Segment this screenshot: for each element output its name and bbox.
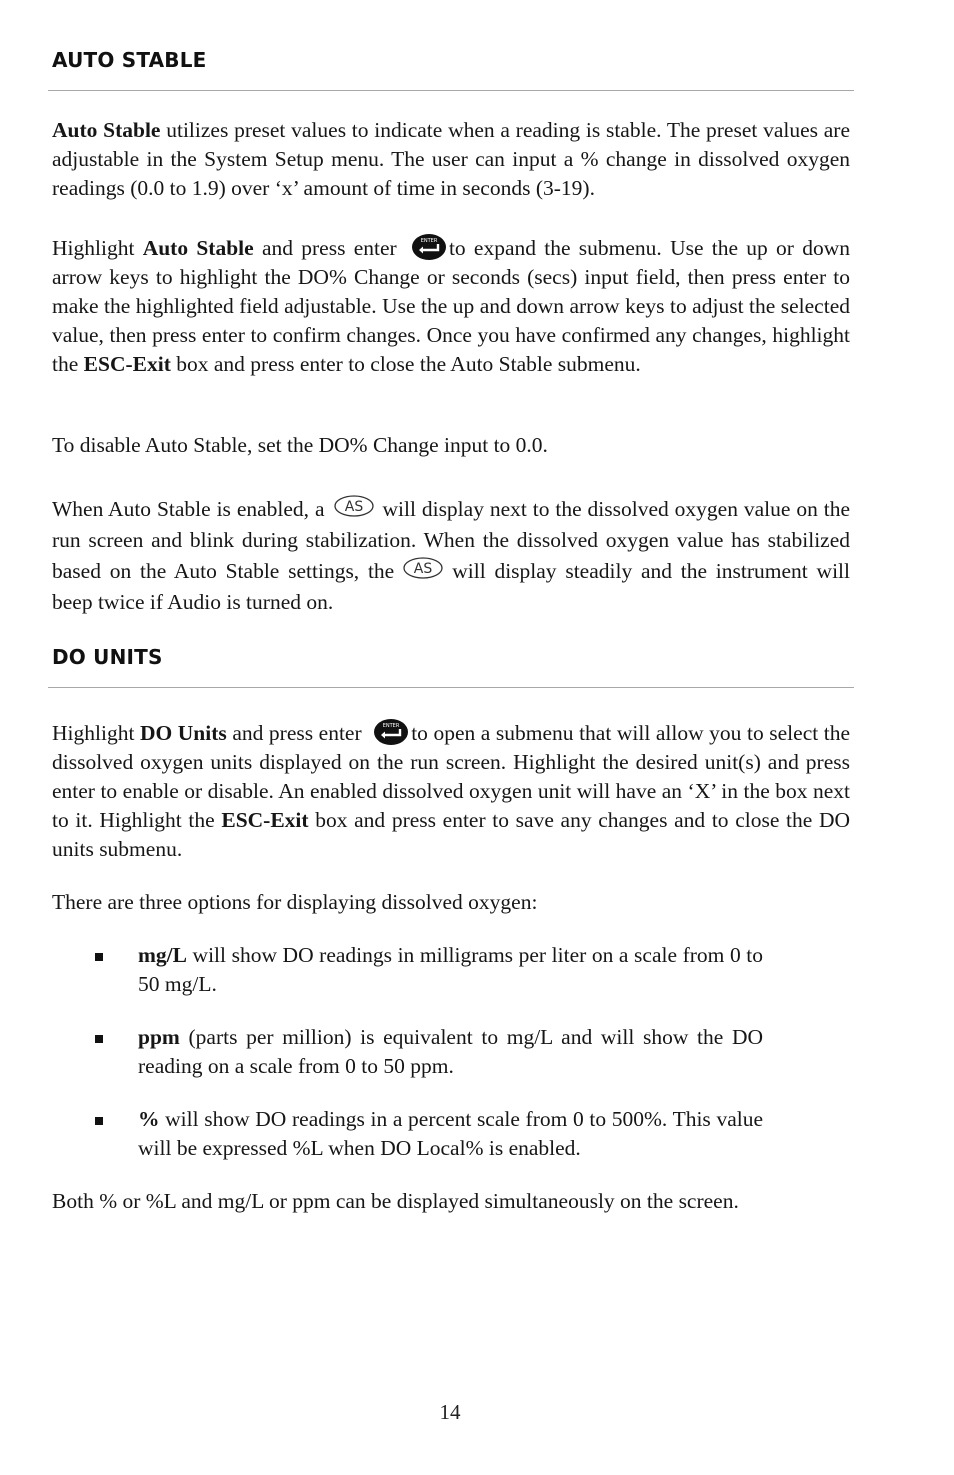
paragraph-text: utilizes preset values to indicate when a reading is stable. The preset values are adjustable in the System Setup menu. The user can input a % change in dissolved oxygen readings (0.0 to 1.9) over ‘x’ amount of time in seconds (3-19). <box>52 118 850 200</box>
list-item-text: will show DO readings in a percent scale from 0 to 500%. This value will be expressed %L when DO Local% is enabled. <box>138 1107 763 1160</box>
paragraph-text: Highlight <box>52 721 140 745</box>
as-icon-label: AS <box>344 499 363 515</box>
section-divider <box>48 90 854 91</box>
term-auto-stable: Auto Stable <box>142 236 254 260</box>
term-do-units: DO Units <box>139 721 227 745</box>
paragraph-text: to expand the submenu. Use the up or down arrow keys to highlight the DO% Change or seconds (secs) input field, then press enter to make the highlighted field adjustable. Use the up and down arrow keys to adjust the selected value, then press enter to confirm changes. Once you have confirmed any changes, highlight the <box>52 236 850 376</box>
paragraph-text: and press enter <box>226 721 368 745</box>
auto-stable-paragraph-1 <box>52 116 850 203</box>
do-units-paragraph-3: Both % or %L and mg/L or ppm can be displayed simultaneously on the screen. <box>52 1189 739 1213</box>
enter-key-icon <box>411 233 447 261</box>
list-item-ppm <box>138 1023 763 1081</box>
paragraph-text: and press enter <box>253 236 405 260</box>
auto-stable-paragraph-2 <box>52 233 850 379</box>
enter-key-icon <box>373 718 409 746</box>
do-units-paragraph-1 <box>52 718 850 864</box>
list-item-text: will show DO readings in milligrams per liter on a scale from 0 to 50 mg/L. <box>138 943 763 996</box>
term-esc-exit: ESC-Exit <box>221 808 309 832</box>
auto-stable-as-icon <box>333 494 375 518</box>
list-item-mg-l <box>138 941 763 999</box>
enter-icon-label: ENTER <box>382 723 400 729</box>
do-units-paragraph-2: There are three options for displaying dissolved oxygen: <box>52 890 538 914</box>
list-item-text: (parts per million) is equivalent to mg/L and will show the DO reading on a scale from 0 to 50 ppm. <box>138 1025 763 1078</box>
term-ppm: ppm <box>138 1025 180 1049</box>
page-number: 14 <box>439 1400 461 1424</box>
enter-icon-label: ENTER <box>420 238 438 244</box>
term-esc-exit: ESC-Exit <box>83 352 171 376</box>
term-auto-stable: Auto Stable <box>52 118 161 142</box>
paragraph-text: box and press enter to close the Auto Stable submenu. <box>170 352 641 376</box>
paragraph-text: Highlight <box>52 236 143 260</box>
paragraph-text: When Auto Stable is enabled, a <box>52 497 325 521</box>
paragraph-text: will display steadily and the instrument will beep twice if Audio is turned on. <box>52 559 850 614</box>
auto-stable-paragraph-4 <box>52 494 850 618</box>
section-heading-do-units: DO UNITS <box>52 645 163 669</box>
auto-stable-as-icon <box>402 556 444 580</box>
paragraph-text: box and press enter to save any changes and to close the DO units submenu. <box>52 808 850 861</box>
paragraph-text: will display next to the dissolved oxygen value on the run screen and blink during stabilization. When the dissolved oxygen value has stabilized based on the Auto Stable settings, the <box>52 497 850 583</box>
term-percent: % <box>138 1107 160 1131</box>
paragraph-text: to open a submenu that will allow you to select the dissolved oxygen units displayed on the run screen. Highlight the desired unit(s) and press enter to enable or disable. An enabled dissolved oxygen unit will have an ‘X’ in the box next to it. Highlight the <box>52 721 851 832</box>
as-icon-label: AS <box>414 561 433 577</box>
term-mg-l: mg/L <box>138 943 187 967</box>
list-item-percent <box>138 1105 763 1163</box>
section-heading-auto-stable: AUTO STABLE <box>52 48 207 72</box>
section-divider <box>48 687 854 688</box>
auto-stable-paragraph-3: To disable Auto Stable, set the DO% Change input to 0.0. <box>52 433 548 457</box>
